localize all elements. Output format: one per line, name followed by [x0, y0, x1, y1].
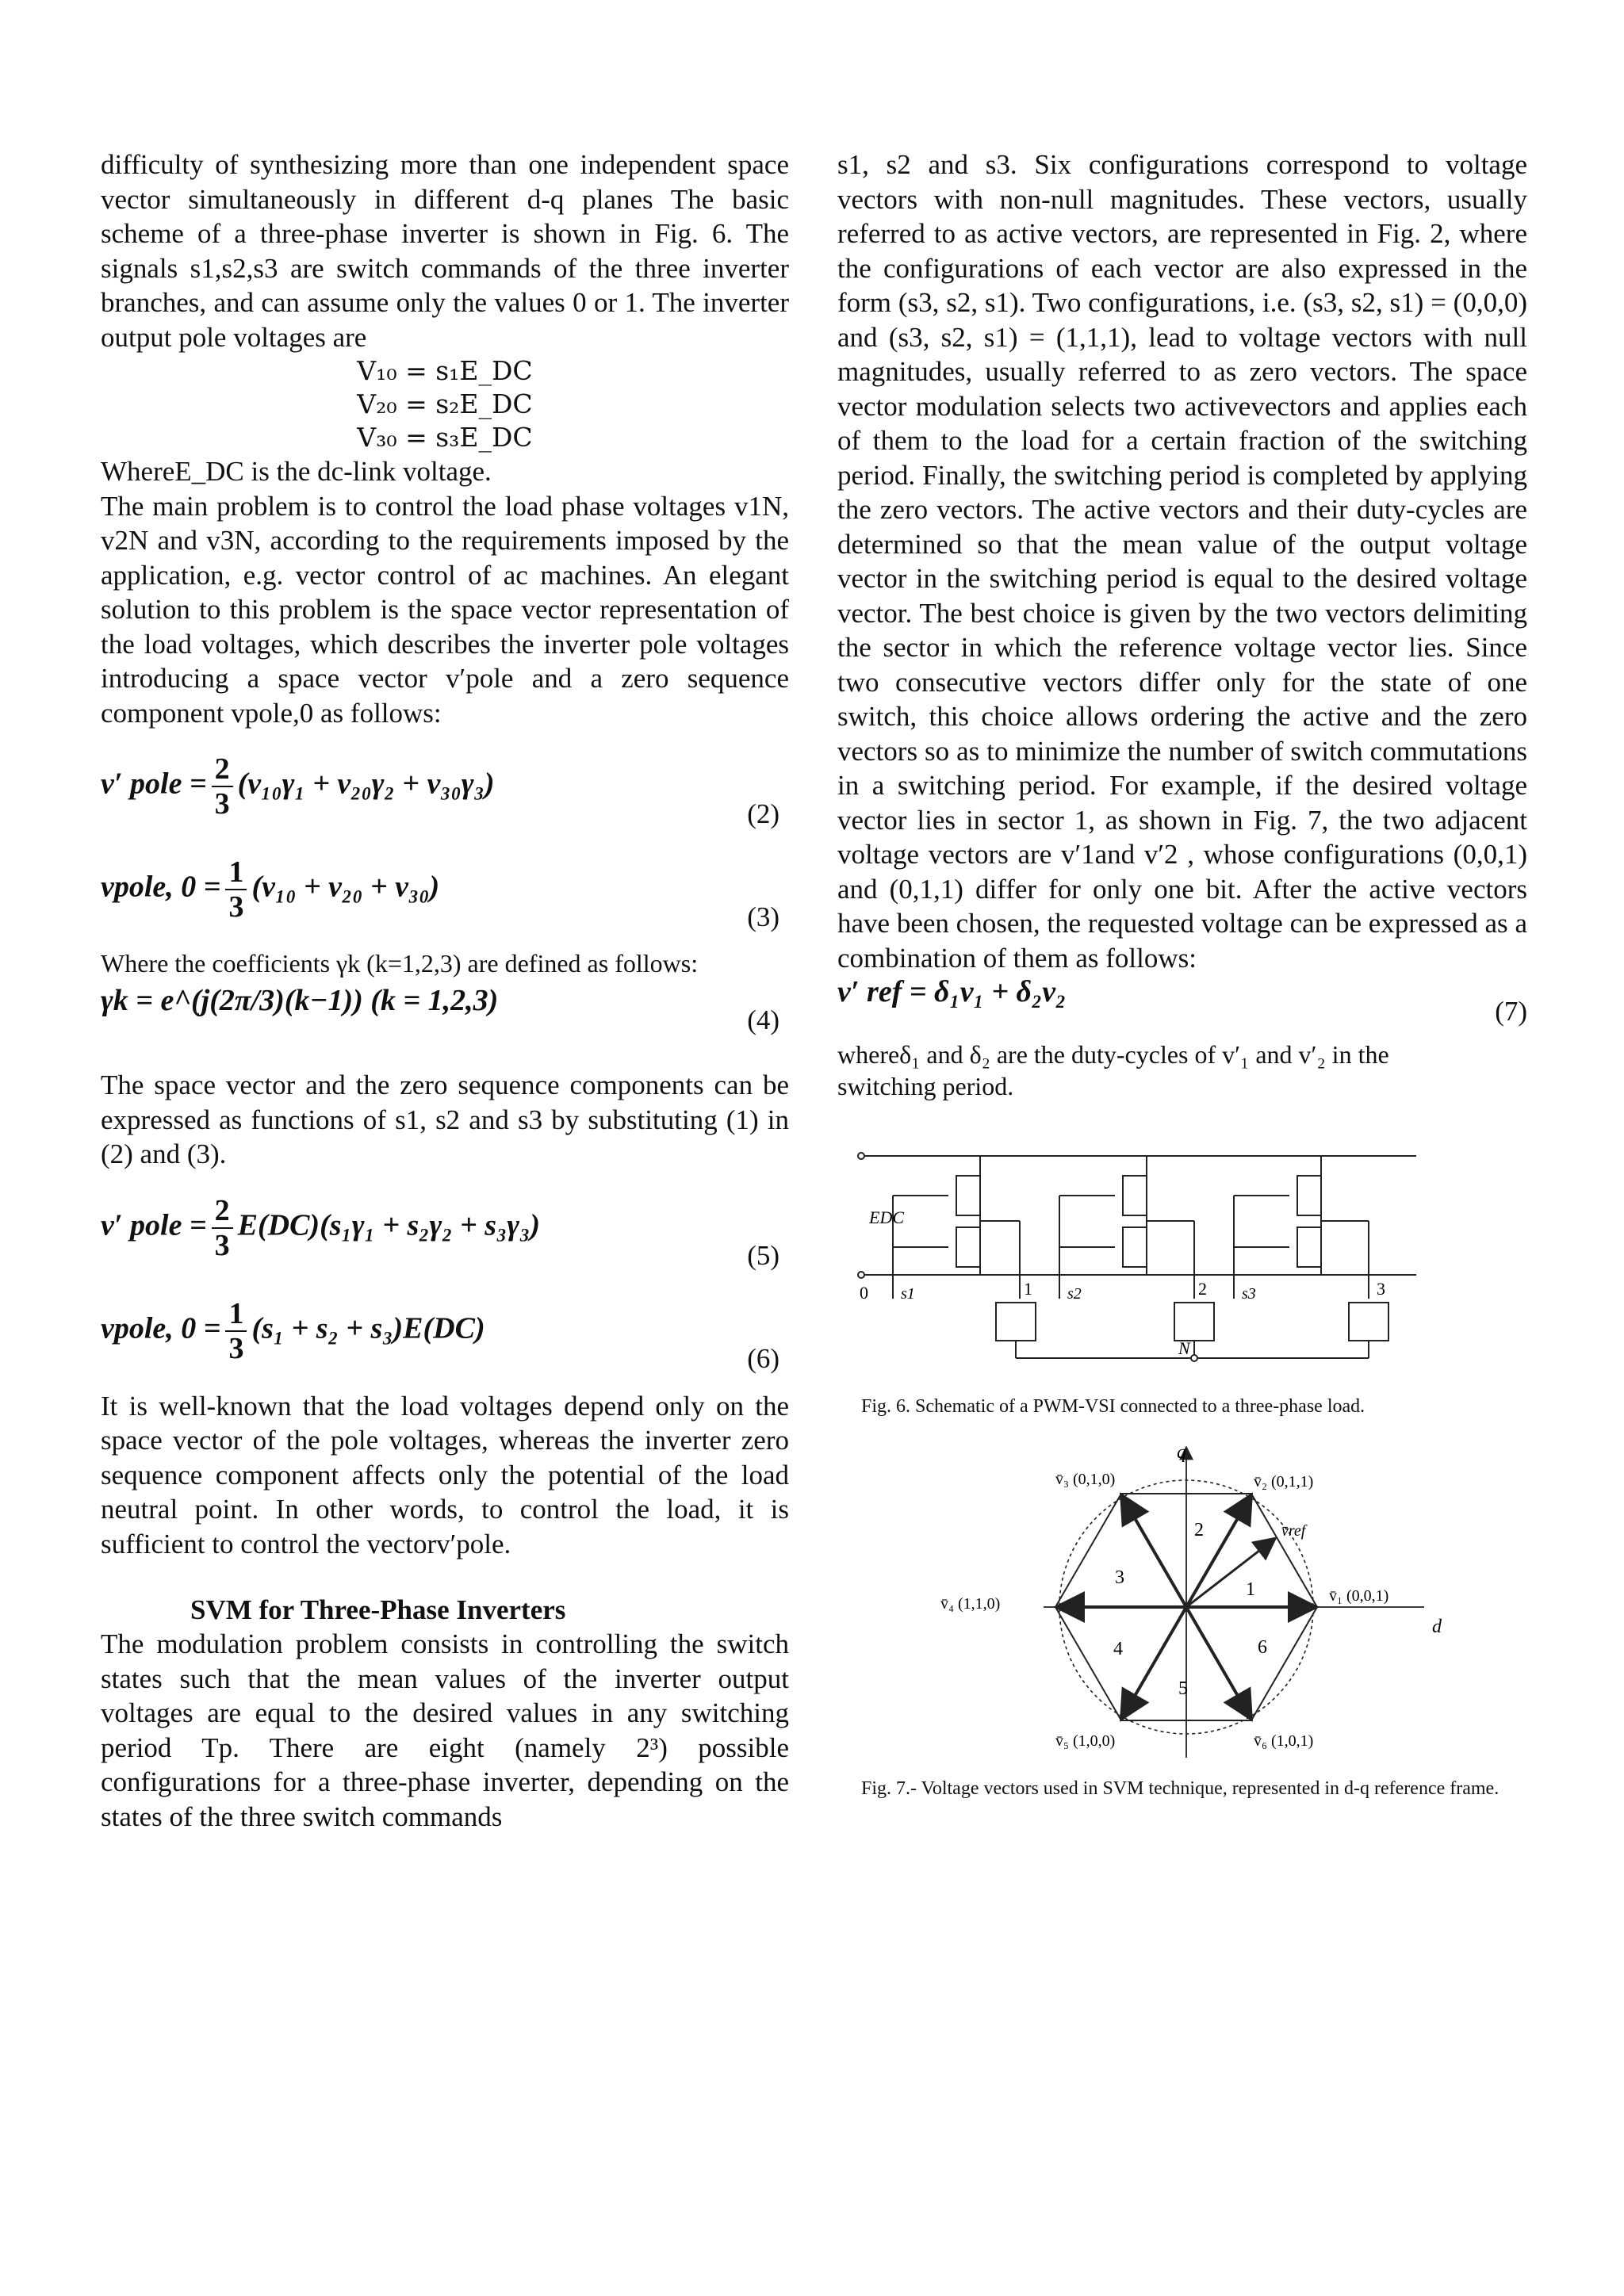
right-paragraph-2: whereδ₁ and δ₂ are the duty-cycles of v′₁ and v′₂ in the switching period.: [837, 1040, 1389, 1100]
equation-4-number: (4): [747, 1004, 779, 1035]
label-s3: s3: [1242, 1285, 1256, 1303]
equation-3-rhs: (v₁₀ + v₂₀ + v₃₀): [251, 870, 440, 904]
equation-6-rhs: (s₁ + s₂ + s₃)E(DC): [251, 1311, 485, 1345]
equation-2-number: (2): [747, 798, 779, 829]
equation-1a: V₁₀ = s₁E_DC: [357, 355, 533, 386]
left-paragraph-4: Where the coefficients γk (k=1,2,3) are defined as follows:: [101, 949, 699, 978]
equation-7: [837, 975, 1527, 1031]
vector-v2-label: v̄₂ (0,1,1): [1254, 1472, 1314, 1490]
svm-hexagon-diagram: [861, 1441, 1527, 1766]
left-paragraph-1: difficulty of synthesizing more than one independent space vector simultaneously in different d-q planes The basic scheme of a three-phase inverter is shown in Fig. 6. The signals s1,s2,s3 are switch commands of the three inverter branches, and can assume only the values 0 or 1. The inverter output pole voltages are: [101, 149, 789, 353]
figure-7-caption: [861, 1777, 1527, 1800]
equation-5-lhs: v′ pole =: [101, 1208, 207, 1242]
label-edc: EDC: [869, 1207, 904, 1227]
left-column: [101, 147, 789, 1834]
left-paragraph-6: It is well-known that the load voltages depend only on the space vector of the pole voltages, whereas the inverter zero sequence component affects only the potential of the load neutral point. In other words, to control the load, it is sufficient to control the vectorv′pole.: [101, 1390, 789, 1559]
equation-2-lhs: v′ pole =: [101, 767, 207, 801]
figure-6-caption-label: Fig. 6.: [861, 1395, 911, 1417]
figure-6-caption-text: Schematic of a PWM-VSI connected to a three-phase load.: [915, 1395, 1365, 1417]
equation-7-number: (7): [1495, 996, 1527, 1027]
sector-4-label: 4: [1113, 1638, 1123, 1659]
equation-4-text: γk = e^(j(2π/3)(k−1)) (k = 1,2,3): [101, 984, 499, 1017]
equation-5: v′ pole = $\frac{2}{3}$ E(DC)(s₁γ₁ + s₂γ₂ + s₃γ₃) (5): [101, 1183, 789, 1286]
figure-6-caption: [861, 1395, 1527, 1418]
equation-1c: V₃₀ = s₃E_DC: [357, 422, 533, 453]
label-s2: s2: [1067, 1285, 1082, 1303]
sector-5-label: 5: [1178, 1678, 1188, 1699]
label-1: 1: [1024, 1279, 1032, 1299]
sector-2-label: 2: [1194, 1519, 1204, 1540]
equation-4: [101, 979, 789, 1058]
figure-7-caption-label: Fig. 7.-: [861, 1778, 917, 1799]
equation-7-text: v′ ref = δ₁v₁ + δ₂v₂: [837, 975, 1067, 1008]
equation-3: vpole, 0 = $\frac{1}{3}$ (v₁₀ + v₂₀ + v₃₀) (3): [101, 844, 789, 947]
equation-6-number: (6): [747, 1342, 779, 1374]
vector-v6-label: v̄₆ (1,0,1): [1254, 1732, 1314, 1750]
vector-v4-label: v̄₄ (1,1,0): [940, 1594, 1001, 1613]
left-paragraph-2: WhereE_DC is the dc-link voltage.: [101, 456, 492, 487]
vector-v3-label: v̄₃ (0,1,0): [1055, 1470, 1116, 1488]
figure-6: [861, 1140, 1527, 1418]
vector-v1-label: v̄₁ (0,0,1): [1329, 1586, 1389, 1605]
inverter-schematic: [861, 1140, 1480, 1378]
sector-1-label: 1: [1246, 1578, 1255, 1600]
sector-3-label: 3: [1115, 1567, 1124, 1588]
right-column: [837, 147, 1527, 1800]
equation-2: v′ pole = $\frac{2}{3}$ (v₁₀γ₁ + v₂₀γ₂ + v₃₀γ₃) (2): [101, 741, 789, 844]
figure-7: [861, 1441, 1527, 1801]
leg-2: [1059, 1156, 1214, 1341]
equation-5-rhs: E(DC)(s₁γ₁ + s₂γ₂ + s₃γ₃): [237, 1208, 540, 1242]
right-paragraph-1: s1, s2 and s3. Six configurations correspond to voltage vectors with non-null magnitudes. These vectors, usually referred to as active vectors, are represented in Fig. 2, where the configurations of each vector are also expressed in the form (s3, s2, s1). Two configurations, i.e. (s3, s2, s1) = (0,0,0) and (s3, s2, s1) = (1,1,1), lead to voltage vectors with null magnitudes, usually referred to as zero vectors. The space vector modulation selects two activevectors and applies each of them to the load for a certain fraction of the switching period. Finally, the switching period is completed by applying the zero vectors. The active vectors and their duty-cycles are determined so that the mean value of the output voltage vector in the switching period is equal to the desired voltage vector. The best choice is given by the two vectors delimiting the sector in which the reference voltage vector lies. Since two consecutive vectors differ only for the state of one switch, this choice allows ordering the active and the zero vectors so as to minimize the number of switch commutations in a switching period. For example, if the desired voltage vector lies in sector 1, as shown in Fig. 7, the two adjacent voltage vectors are v′1and v′2 , whose configurations (0,0,1) and (0,1,1) differ for only one bit. After the active vectors have been chosen, the requested voltage can be expressed as a combination of them as follows:: [837, 149, 1527, 974]
leg-1: [893, 1156, 1036, 1341]
leg-3: [1234, 1156, 1388, 1341]
label-0: 0: [860, 1283, 868, 1303]
section-heading: SVM for Three-Phase Inverters: [190, 1594, 566, 1625]
left-paragraph-5: The space vector and the zero sequence components can be expressed as functions of s1, s2 and s3 by substituting (1) in (2) and (3).: [101, 1070, 789, 1169]
sector-6-label: 6: [1258, 1636, 1267, 1658]
axis-d-label: d: [1432, 1616, 1442, 1637]
equation-6-lhs: vpole, 0 =: [101, 1311, 221, 1345]
vector-vref-label: v̄ref: [1281, 1521, 1306, 1540]
equation-3-number: (3): [747, 901, 779, 932]
label-3: 3: [1377, 1279, 1385, 1299]
figure-7-caption-text: Voltage vectors used in SVM technique, represented in d-q reference frame.: [921, 1778, 1500, 1799]
left-paragraph-3: The main problem is to control the load phase voltages v1N, v2N and v3N, according to the requirements imposed by the application, e.g. vector control of ac machines. An elegant solution to this problem is the space vector representation of the load voltages, which describes the inverter pole voltages introducing a space vector v′pole and a zero sequence component vpole,0 as follows:: [101, 490, 789, 729]
label-n: N: [1178, 1338, 1190, 1358]
label-2: 2: [1198, 1279, 1207, 1299]
equation-5-number: (5): [747, 1239, 779, 1271]
equation-6: vpole, 0 = $\frac{1}{3}$ (s₁ + s₂ + s₃)E(DC) (6): [101, 1286, 789, 1389]
left-paragraph-7: The modulation problem consists in controlling the switch states such that the mean values of the inverter output voltages are equal to the desired values in any switching period Tp. There are eight (namely 2³) possible configurations for a three-phase inverter, depending on the states of the three switch commands: [101, 1628, 789, 1832]
equation-2-rhs: (v₁₀γ₁ + v₂₀γ₂ + v₃₀γ₃): [237, 767, 495, 801]
equation-3-lhs: vpole, 0 =: [101, 870, 221, 904]
label-s1: s1: [901, 1285, 915, 1303]
equation-1b: V₂₀ = s₂E_DC: [357, 388, 533, 419]
axis-q-label: q: [1177, 1441, 1186, 1463]
vector-v5-label: v̄₅ (1,0,0): [1055, 1732, 1116, 1750]
